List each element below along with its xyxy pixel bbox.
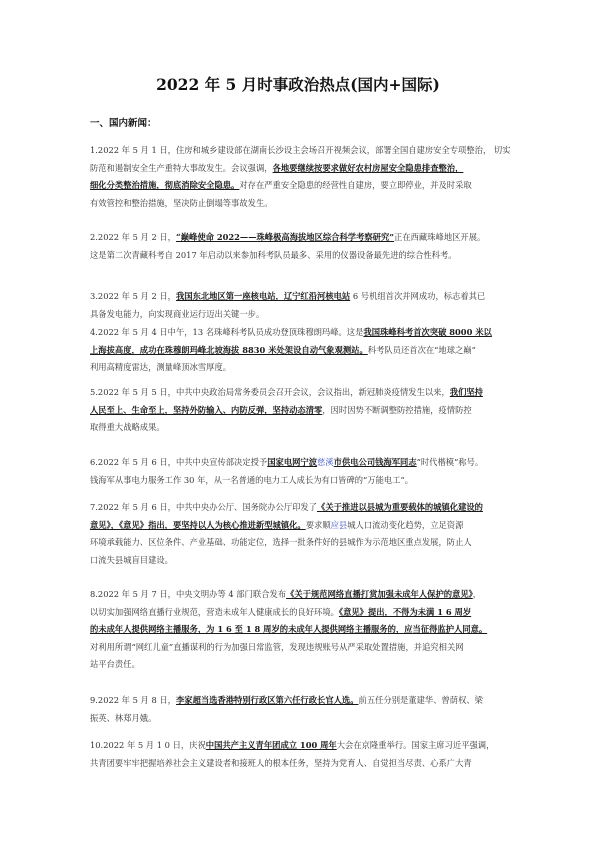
highlighted-text: 《关于规范网络直播打赏加强未成年人保护的意见》 xyxy=(286,589,473,599)
body-text: 防范和遏制安全生产重特大事故发生。会议强调， xyxy=(90,162,273,173)
news-item-line xyxy=(90,288,485,305)
news-item-line xyxy=(90,324,492,341)
news-item-line xyxy=(90,247,457,264)
news-item-line xyxy=(90,656,140,673)
body-text: 钱海军从事电力服务工作 30 年，从一名普通的电力工人成长为有口皆碑的“万能电工”。 xyxy=(90,474,414,485)
news-item-line xyxy=(90,737,494,754)
news-item-line xyxy=(90,517,463,534)
highlighted-text: 供电公司钱海军同志 xyxy=(341,457,417,467)
body-text: 环境承载能力、区位条件、产业基础、功能定位，选择一批条件好的县城作为示范地区重点发展，防止人 xyxy=(90,537,472,547)
body-text: 6.2022 年 5 月 6 日，中共中央宣传部决定授予 xyxy=(90,457,268,467)
highlighted-text: 细化分类整治措施，彻底消除安全隐患。 xyxy=(90,180,240,190)
body-text: 10.2022 年 5 月 1 0 日，庆祝 xyxy=(90,740,206,750)
news-item-line xyxy=(90,454,483,471)
body-text: 3.2022 年 5 月 2 日， xyxy=(90,291,176,301)
news-item-line xyxy=(90,639,464,656)
highlighted-text: 我国珠峰科考首次突破 8000 米以 xyxy=(363,327,492,337)
body-text: 8.2022 年 5 月 7 日，中央文明办等 4 部门联合发布 xyxy=(90,589,287,599)
body-text: 要求顺 xyxy=(305,519,331,530)
news-item-line xyxy=(90,710,156,727)
news-item-line xyxy=(90,195,273,212)
body-text: 以切实加强网络直播行业规范，营造未成年人健康成长的良好环境。 xyxy=(90,606,339,617)
body-text: 7.2022 年 5 月 6 日，中共中央办公厅、国务院办公厅印发了 xyxy=(90,502,318,512)
news-item-line xyxy=(90,499,483,516)
highlighted-text: 国家电网宁波 xyxy=(267,457,318,467)
news-item-line xyxy=(90,692,483,709)
body-text: 站平台责任。 xyxy=(90,659,140,669)
body-text: 大会在京隆重举行。国家主席习近平强调， xyxy=(336,740,495,750)
news-item-line xyxy=(90,359,231,376)
highlighted-text: 我国东北地区第一座核电站，辽宁红沿河核电站 xyxy=(175,291,351,301)
news-item-line xyxy=(90,229,485,246)
news-item-line xyxy=(90,621,487,638)
body-text: ， xyxy=(472,589,482,599)
news-item-line xyxy=(90,552,173,569)
highlighted-text: 上海拔高度，成功在珠穆朗玛峰北坡海拔 8830 米处架设自动气象观测站。 xyxy=(90,344,368,355)
text-link[interactable]: 应县 xyxy=(330,519,348,530)
news-item-line xyxy=(90,384,483,401)
body-text: 正在西藏珠峰地区开展。 xyxy=(394,232,486,242)
body-text: 对利用所谓“网红儿童”直播谋利的行为加强日常监管，发现违规账号从严采取处置措施，并追究相关网 xyxy=(90,641,464,652)
news-item-line xyxy=(90,534,472,551)
news-item-line xyxy=(90,142,510,159)
highlighted-text: 意见》，《意见》指出，要坚持以人为核心推进新型城镇化。 xyxy=(90,519,306,530)
body-text: 振英、林郑月娥。 xyxy=(90,712,157,723)
news-item-line xyxy=(90,755,472,772)
body-text: 4.2022 年 5 月 4 日中午，13 名珠峰科考队员成功登顶珠穆朗玛峰。这是 xyxy=(90,327,364,337)
highlighted-text: 《关于推进以县城为重要载体的城镇化建设的 xyxy=(317,502,483,512)
news-item-line xyxy=(90,419,165,436)
body-text: 取得重大战略成果。 xyxy=(90,422,165,432)
text-link[interactable]: 慈溪 xyxy=(317,457,334,467)
body-text: 9.2022 年 5 月 8 日， xyxy=(90,695,176,705)
news-item-line xyxy=(90,472,413,489)
body-text: 前五任分别是董建华、曾荫权、梁 xyxy=(358,695,483,705)
highlighted-text: 人民至上、生命至上，坚持外防输入、内防反弹，坚持动态清零 xyxy=(90,404,323,415)
news-item-line xyxy=(90,160,463,177)
highlighted-text: 市 xyxy=(333,457,342,467)
highlighted-text: 各地要继续按要求做好农村房屋安全隐患排查整治， xyxy=(272,162,464,173)
body-text: ，因时因势不断调整防控措施，疫情防控 xyxy=(322,404,472,415)
news-item-line xyxy=(90,177,472,194)
highlighted-text: “巅峰使命 2022——珠峰极高海拔地区综合科学考察研究” xyxy=(175,232,395,242)
body-text: 1.2022 年 5 月 1 日，住房和城乡建设部在湖南长沙设主会场召开视频会议，部署全国自建房安全专项整治， 切实 xyxy=(90,145,511,155)
news-item-line xyxy=(90,586,481,603)
body-text: 对存在严重安全隐患的经营性自建房，要立即停业，并及时采取 xyxy=(239,180,472,190)
body-text: “时代楷模”称号。 xyxy=(416,457,484,467)
body-text: 5.2022 年 5 月 5 日，中共中央政治局常务委员会召开会议，会议指出，新冠肺炎疫情发生以来， xyxy=(90,387,450,397)
news-item-line xyxy=(90,306,264,323)
news-item-line xyxy=(90,604,471,621)
body-text: 共青团要牢牢把握培养社会主义建设者和接班人的根本任务，坚持为党育人、自觉担当尽责、心系广大青 xyxy=(90,757,472,768)
highlighted-text: 我们坚持 xyxy=(449,387,483,397)
body-text: 口流失县城盲目建设。 xyxy=(90,554,173,565)
news-item-line xyxy=(90,342,476,359)
highlighted-text: 中国共产主义青年团成立 100 周年 xyxy=(205,740,337,750)
body-text: 城人口流动变化趋势，立足资源 xyxy=(347,519,464,530)
highlighted-text: 《意见》提出，不得为未满 1 6 周岁 xyxy=(338,606,472,617)
body-text: 有效管控和整治措施，坚决防止倒塌等事故发生。 xyxy=(90,197,273,208)
body-text: 这是第二次青藏科考自 2017 年启动以来参加科考队员最多、采用的仪器设备最先进的综合性科考。 xyxy=(90,249,457,260)
document-title: 2022 年 5 月时事政治热点(国内+国际) xyxy=(156,75,440,94)
body-text: 2.2022 年 5 月 2 日， xyxy=(90,232,176,242)
news-item-line xyxy=(90,402,472,419)
section-heading: 一、国内新闻： xyxy=(90,118,157,129)
body-text: 6 号机组首次并网成功，标志着其已 xyxy=(350,291,486,301)
body-text: 具备发电能力，向实现商业运行迈出关键一步。 xyxy=(90,308,265,319)
highlighted-text: 的未成年人提供网络主播服务，为 1 6 至 1 8 周岁的未成年人提供网络主播服务的，应当征得监护人同意。 xyxy=(90,624,488,634)
highlighted-text: 李家超当选香港特别行政区第六任行政长官人选。 xyxy=(175,695,359,705)
body-text: 科考队员还首次在“地球之巅” xyxy=(367,344,476,355)
body-text: 利用高精度雷达，测量峰顶冰雪厚度。 xyxy=(90,362,232,372)
